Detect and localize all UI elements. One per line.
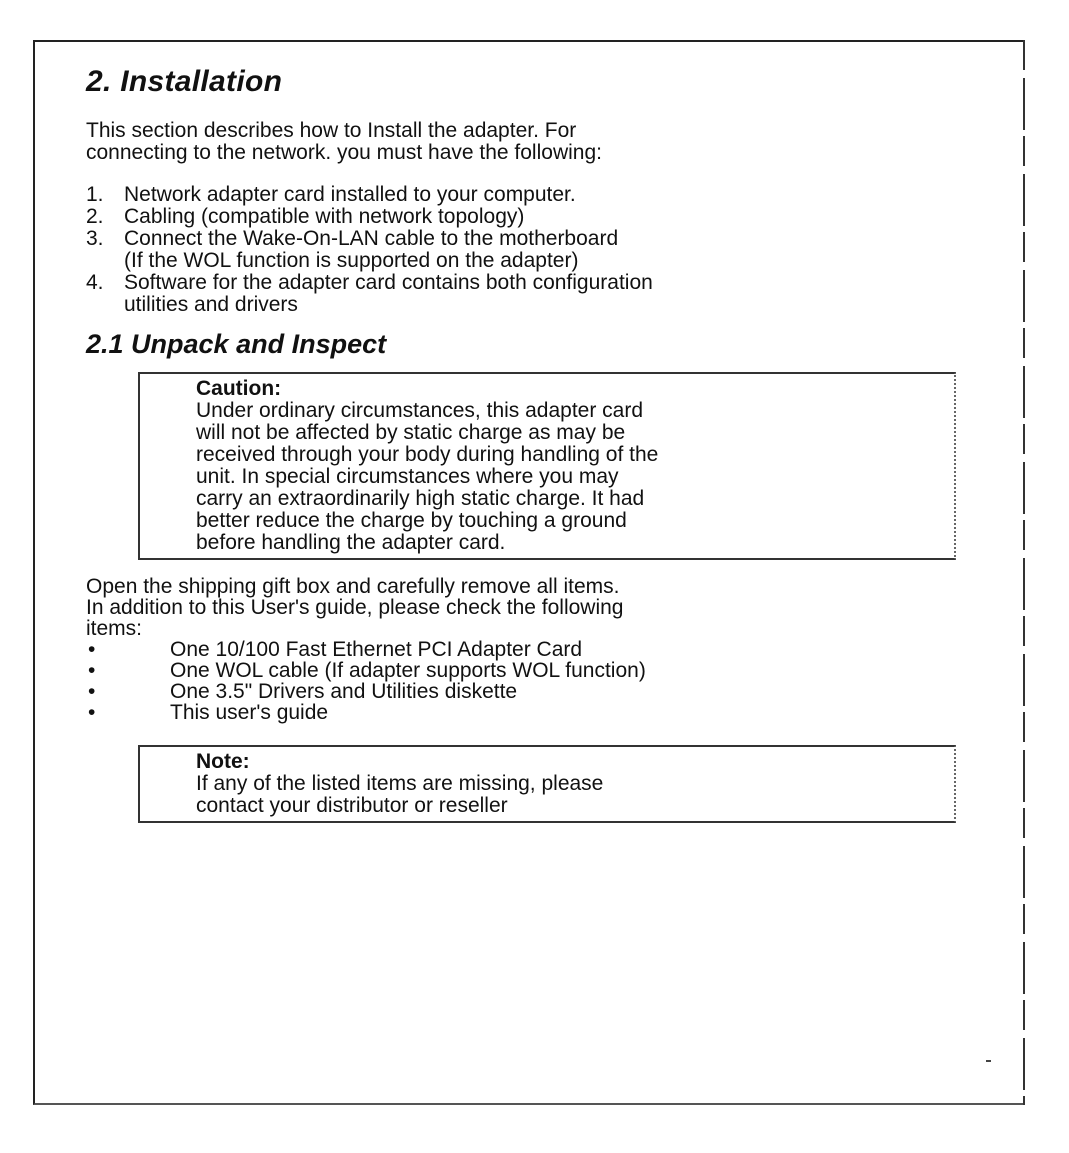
page-right-edge xyxy=(1023,40,1025,1105)
unpack-paragraph xyxy=(86,576,986,639)
package-item xyxy=(86,681,986,702)
caution-line: unit. In special circumstances where you may xyxy=(196,465,619,488)
requirement-text: Cabling (compatible with network topology) xyxy=(124,205,525,228)
note-title: Note: xyxy=(196,750,250,773)
bullet-icon: • xyxy=(88,638,96,661)
requirement-text: Software for the adapter card contains both configuration xyxy=(124,271,653,294)
requirement-item xyxy=(86,206,986,228)
caution-line: will not be affected by static charge as may be xyxy=(196,421,626,444)
package-item-text: One 3.5" Drivers and Utilities diskette xyxy=(170,680,518,703)
requirement-text-continued: (If the WOL function is supported on the adapter) xyxy=(124,249,579,272)
caution-line: better reduce the charge by touching a ground xyxy=(196,509,627,532)
caution-box xyxy=(138,372,956,560)
requirement-item xyxy=(86,272,986,316)
requirement-number: 2. xyxy=(86,205,104,228)
caution-line: carry an extraordinarily high static charge. It had xyxy=(196,487,645,510)
package-item-text: One WOL cable (If adapter supports WOL function) xyxy=(170,659,646,682)
package-contents-list xyxy=(86,639,986,723)
unpack-line: Open the shipping gift box and carefully remove all items. xyxy=(86,575,620,598)
unpack-line: In addition to this User's guide, please check the following xyxy=(86,596,624,619)
note-box xyxy=(138,745,956,823)
requirement-item xyxy=(86,228,986,272)
note-line: contact your distributor or reseller xyxy=(196,794,508,817)
requirement-text: Network adapter card installed to your computer. xyxy=(124,183,576,206)
requirement-item xyxy=(86,184,986,206)
scan-speck xyxy=(986,1060,991,1062)
requirement-number: 1. xyxy=(86,183,104,206)
requirement-number: 4. xyxy=(86,271,104,294)
package-item xyxy=(86,702,986,723)
caution-title: Caution: xyxy=(196,377,282,400)
requirement-number: 3. xyxy=(86,227,104,250)
caution-line: received through your body during handling of the xyxy=(196,443,659,466)
caution-line: before handling the adapter card. xyxy=(196,531,506,554)
subsection-heading: 2.1 Unpack and Inspect xyxy=(86,329,387,359)
note-line: If any of the listed items are missing, please xyxy=(196,772,604,795)
document-content xyxy=(86,62,986,823)
package-item xyxy=(86,660,986,681)
intro-line: connecting to the network. you must have the following: xyxy=(86,141,602,164)
requirement-text: Connect the Wake-On-LAN cable to the motherboard xyxy=(124,227,619,250)
caution-line: Under ordinary circumstances, this adapter card xyxy=(196,399,644,422)
requirements-list xyxy=(86,184,986,316)
section-heading: 2. Installation xyxy=(86,65,283,98)
package-item-text: This user's guide xyxy=(170,701,329,724)
bullet-icon: • xyxy=(88,659,96,682)
intro-paragraph xyxy=(86,120,986,164)
bullet-icon: • xyxy=(88,680,96,703)
requirement-text-continued: utilities and drivers xyxy=(124,293,298,316)
intro-line: This section describes how to Install the adapter. For xyxy=(86,119,577,142)
package-item xyxy=(86,639,986,660)
unpack-line: items: xyxy=(86,617,143,640)
package-item-text: One 10/100 Fast Ethernet PCI Adapter Card xyxy=(170,638,583,661)
bullet-icon: • xyxy=(88,701,96,724)
